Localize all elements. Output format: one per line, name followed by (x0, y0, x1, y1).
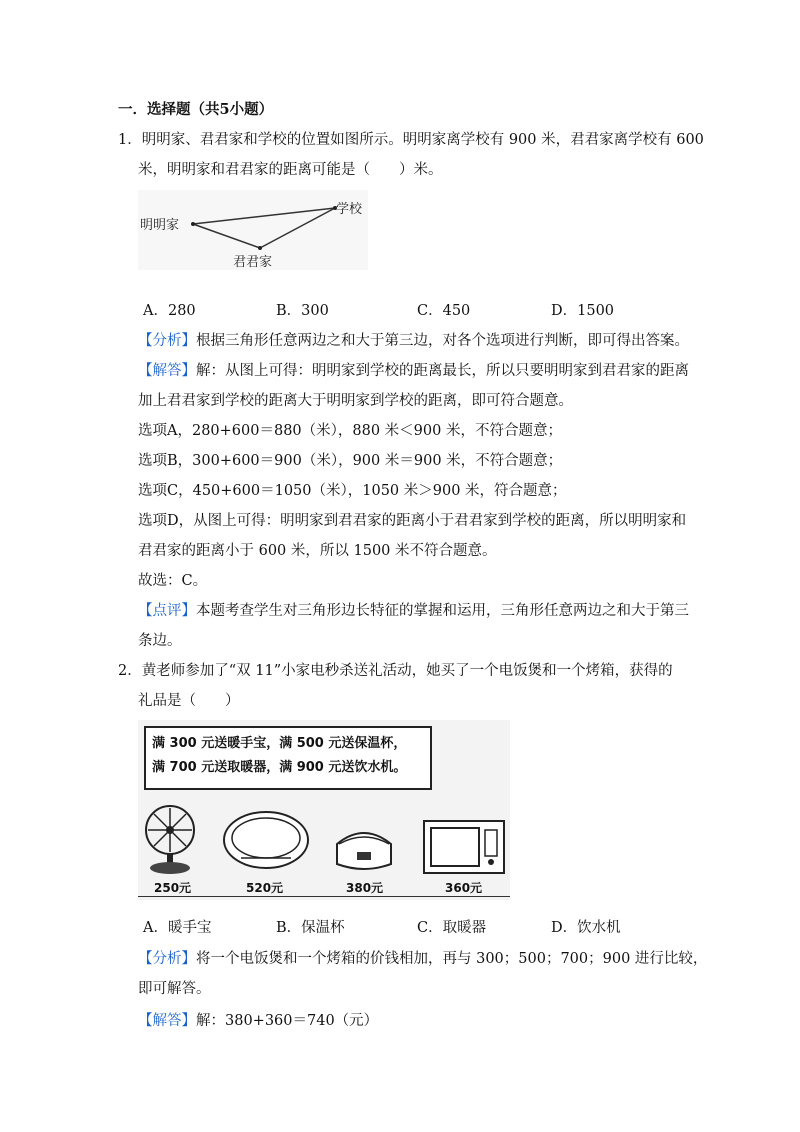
q1-text-line2: 米，明明家和君君家的距离可能是（ ）米。 (138, 162, 443, 178)
comment-tag: 【点评】 (138, 603, 196, 619)
q1-option-a-check: 选项A，280+600＝880（米），880 米＜900 米，不符合题意； (138, 423, 562, 439)
thermos-cup-icon (221, 808, 311, 874)
q2-promotion-figure (138, 720, 510, 900)
oven-icon (421, 818, 507, 876)
point-a (191, 222, 195, 226)
q1-option-d-check-line2: 君君家的距离小于 600 米，所以 1500 米不符合题意。 (138, 543, 497, 559)
fan-icon (143, 802, 201, 876)
price-fan: 250元 (154, 881, 192, 895)
figure-baseline (138, 896, 510, 897)
point-c (258, 246, 262, 250)
q1-option-c: C．450 (417, 303, 471, 319)
q2-text-line2: 礼品是（ ） (138, 693, 240, 709)
answer-tag: 【解答】 (138, 1013, 196, 1029)
label-junjun-home: 君君家 (233, 255, 273, 270)
q2-text-line1: 2．黄老师参加了“双 11”小家电秒杀送礼活动，她买了一个电饭煲和一个烤箱，获得的 (118, 663, 673, 679)
label-mingming-home: 明明家 (140, 218, 180, 233)
q1-comment-line1: 【点评】本题考查学生对三角形边长特征的掌握和运用，三角形任意两边之和大于第三 (138, 603, 689, 619)
analysis-tag: 【分析】 (138, 951, 196, 967)
analysis-tag: 【分析】 (138, 333, 196, 349)
section-title: 一．选择题（共5小题） (118, 101, 274, 118)
q1-analysis: 【分析】根据三角形任意两边之和大于第三边，对各个选项进行判断，即可得出答案。 (138, 333, 689, 349)
q2-answer: 【解答】解：380+360＝740（元） (138, 1013, 379, 1029)
q1-option-d: D．1500 (551, 303, 615, 319)
label-school: 学校 (336, 202, 363, 217)
q1-choice: 故选：C。 (138, 573, 208, 589)
price-oven: 360元 (445, 881, 483, 895)
q2-option-d: D．饮水机 (551, 920, 621, 936)
promotion-notice-line1: 满 300 元送暖手宝，满 500 元送保温杯， (152, 736, 407, 751)
q1-answer-line2: 加上君君家到学校的距离大于明明家到学校的距离，即可符合题意。 (138, 393, 573, 409)
q1-option-c-check: 选项C，450+600＝1050（米），1050 米＞900 米，符合题意； (138, 483, 567, 499)
q1-option-b: B．300 (276, 303, 329, 319)
q1-comment-line2: 条边。 (138, 633, 182, 649)
q1-answer-line1: 【解答】解：从图上可得：明明家到学校的距离最长，所以只要明明家到君君家的距离 (138, 363, 689, 379)
price-thermos: 520元 (246, 881, 284, 895)
promotion-notice-line2: 满 700 元送取暖器，满 900 元送饮水机。 (152, 760, 407, 775)
q2-option-a: A．暖手宝 (143, 920, 212, 936)
q1-text-line1: 1．明明家、君君家和学校的位置如图所示。明明家离学校有 900 米，君君家离学校有 600 (118, 132, 704, 148)
answer-tag: 【解答】 (138, 363, 196, 379)
q2-option-b: B．保温杯 (276, 920, 345, 936)
q1-option-a: A．280 (143, 303, 196, 319)
q2-analysis-line2: 即可解答。 (138, 981, 211, 997)
q1-option-b-check: 选项B，300+600＝900（米），900 米＝900 米，不符合题意； (138, 453, 563, 469)
price-rice-cooker: 380元 (346, 881, 384, 895)
q2-option-c: C．取暖器 (417, 920, 487, 936)
q1-triangle-figure (138, 190, 368, 270)
rice-cooker-icon (331, 820, 397, 876)
q2-analysis-line1: 【分析】将一个电饭煲和一个烤箱的价钱相加，再与 300；500；700；900 进行比较， (138, 951, 708, 967)
q1-option-d-check-line1: 选项D，从图上可得：明明家到君君家的距离小于君君家到学校的距离，所以明明家和 (138, 513, 687, 529)
promotion-notice (144, 726, 432, 790)
